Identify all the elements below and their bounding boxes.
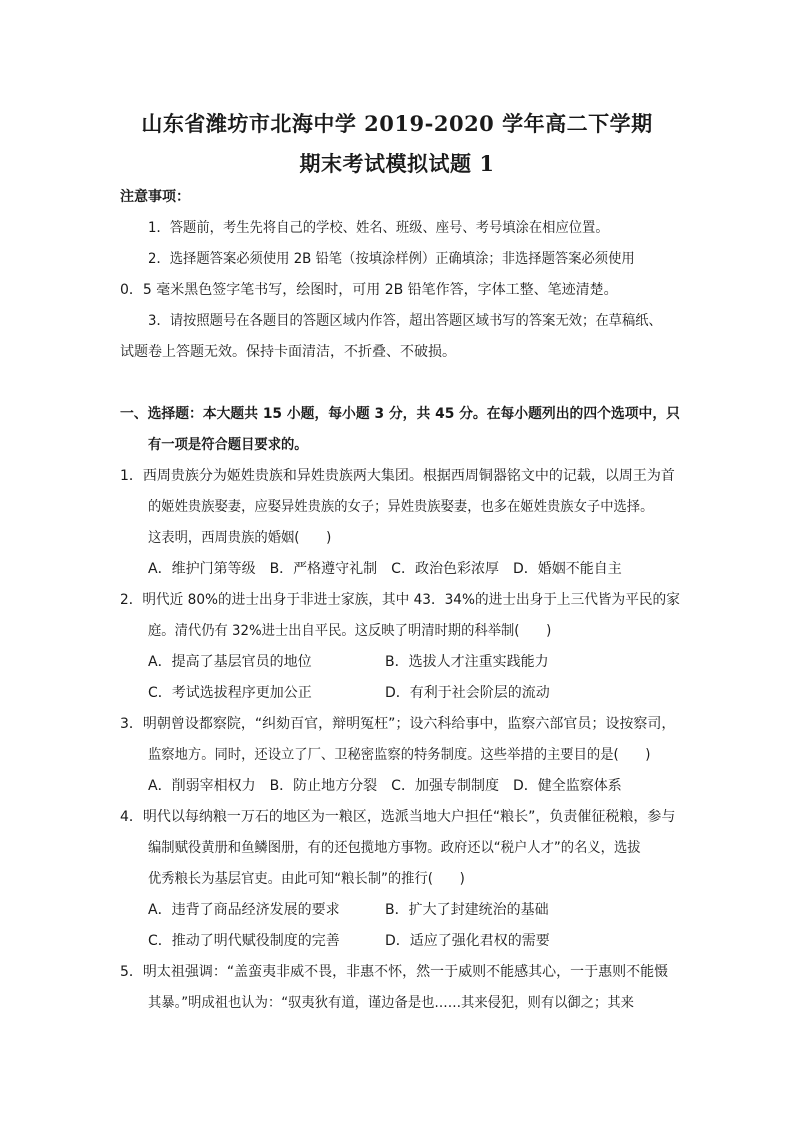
notice-heading: 注意事项： <box>120 189 190 205</box>
question-1-options: A．维护门第等级 B．严格遵守礼制 C．政治色彩浓厚 D．婚姻不能自主 <box>148 561 622 577</box>
question-2-option-a: A．提高了基层官员的地位 <box>148 654 312 670</box>
question-4-text: 4．明代以每纳粮一万石的地区为一粮区，选派当地大户担任“粮长”，负责催征税粮，参与 <box>120 809 676 825</box>
notice-line: 1．答题前，考生先将自己的学校、姓名、班级、座号、考号填涂在相应位置。 <box>148 220 609 236</box>
question-2-text: 庭。清代仍有 32%进士出自平民。这反映了明清时期的科举制( ) <box>148 623 552 639</box>
notice-line: 0．5 毫米黑色签字笔书写，绘图时，可用 2B 铅笔作答，字体工整、笔迹清楚。 <box>120 282 618 298</box>
question-3-text: 监察地方。同时，还设立了厂、卫秘密监察的特务制度。这些举措的主要目的是( ) <box>148 747 651 763</box>
notice-line: 试题卷上答题无效。保持卡面清洁，不折叠、不破损。 <box>120 344 456 360</box>
question-5-text: 其暴。”明成祖也认为：“驭夷狄有道，谨边备是也……其来侵犯，则有以御之；其来 <box>148 995 634 1011</box>
question-1-text: 的姬姓贵族娶妻，应娶异姓贵族的女子；异姓贵族娶妻，也多在姬姓贵族女子中选择。 <box>148 499 654 515</box>
question-4-option-d: D．适应了强化君权的需要 <box>385 933 550 949</box>
question-4-text: 编制赋役黄册和鱼鳞图册，有的还包揽地方事物。政府还以“税户人才”的名义，选拔 <box>148 840 641 856</box>
question-1-text: 1．西周贵族分为姬姓贵族和异姓贵族两大集团。根据西周铜器铭文中的记载，以周王为首 <box>120 468 675 484</box>
question-3-options: A．削弱宰相权力 B．防止地方分裂 C．加强专制制度 D．健全监察体系 <box>148 778 622 794</box>
section-heading: 一、选择题：本大题共 15 小题，每小题 3 分，共 45 分。在每小题列出的四个选项中，只 <box>120 406 680 422</box>
notice-line: 3．请按照题号在各题目的答题区域内作答，超出答题区域书写的答案无效；在草稿纸、 <box>148 313 662 329</box>
question-4-option-b: B．扩大了封建统治的基础 <box>385 902 549 918</box>
document-title-line2: 期末考试模拟试题 1 <box>299 151 495 176</box>
question-2-option-d: D．有利于社会阶层的流动 <box>385 685 550 701</box>
question-4-text: 优秀粮长为基层官吏。由此可知“粮长制”的推行( ) <box>148 871 465 887</box>
question-4-option-a: A．违背了商品经济发展的要求 <box>148 902 340 918</box>
section-heading-cont: 有一项是符合题目要求的。 <box>148 437 308 453</box>
question-3-text: 3．明朝曾设都察院，“纠劾百官，辩明冤枉”；设六科给事中，监察六部官员；设按察司， <box>120 716 676 732</box>
question-1-text: 这表明，西周贵族的婚姻( ) <box>148 530 332 546</box>
document-title-line1: 山东省潍坊市北海中学 2019-2020 学年高二下学期 <box>141 111 653 136</box>
question-5-text: 5．明太祖强调：“盖蛮夷非威不畏，非惠不怀，然一于威则不能感其心，一于惠则不能慑 <box>120 964 669 980</box>
question-2-text: 2．明代近 80%的进士出身于非进士家族，其中 43．34%的进士出身于上三代皆为平民的家 <box>120 592 680 608</box>
notice-line: 2．选择题答案必须使用 2B 铅笔（按填涂样例）正确填涂；非选择题答案必须使用 <box>148 251 635 267</box>
question-4-option-c: C．推动了明代赋役制度的完善 <box>148 933 340 949</box>
question-2-option-b: B．选拔人才注重实践能力 <box>385 654 549 670</box>
question-2-option-c: C．考试选拔程序更加公正 <box>148 685 312 701</box>
